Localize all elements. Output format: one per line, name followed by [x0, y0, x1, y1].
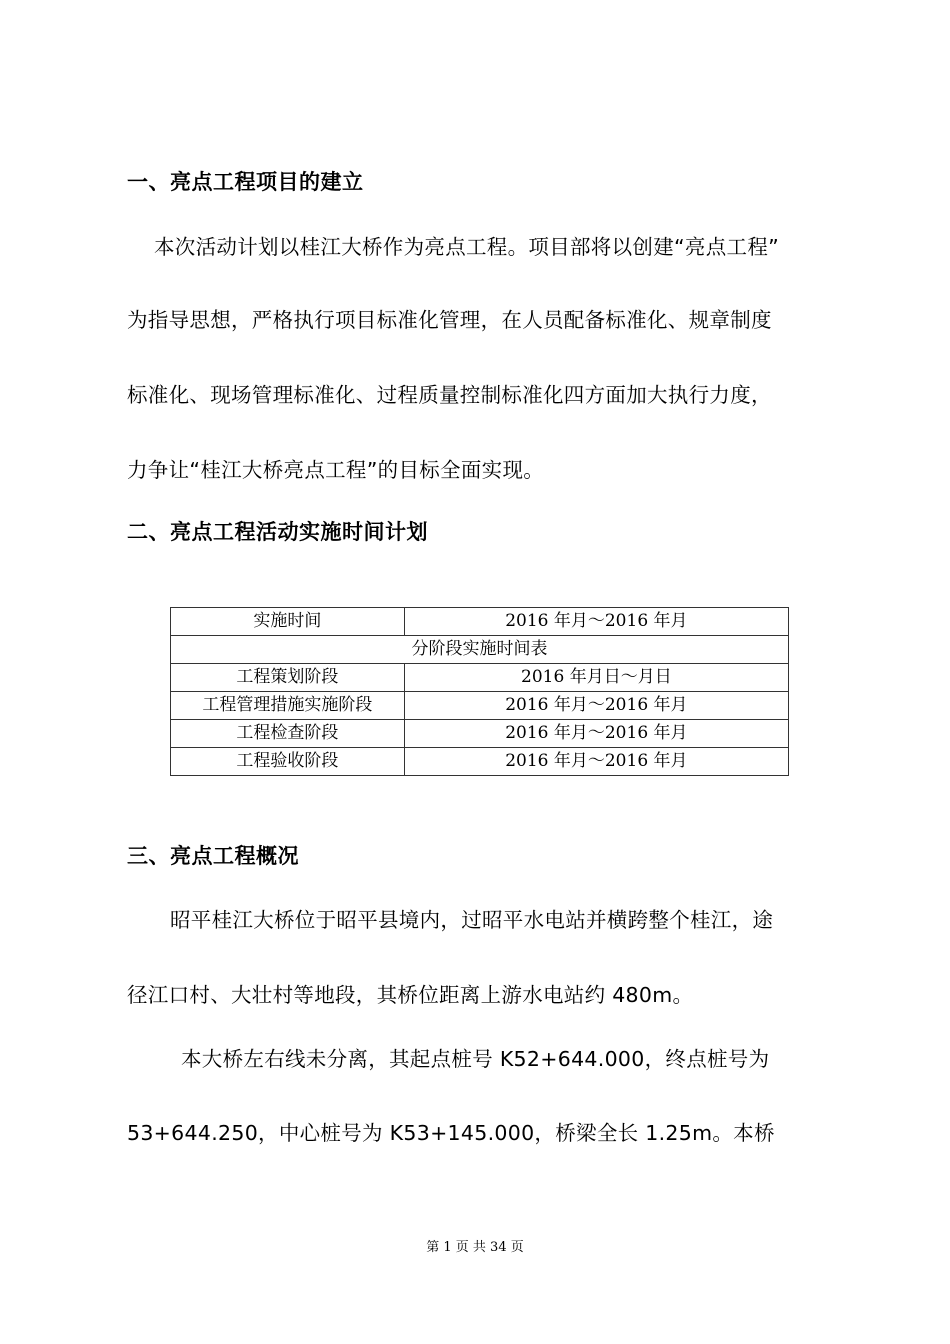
table-merged-cell: 分阶段实施时间表 — [171, 636, 789, 664]
table-cell: 2016 年月～2016 年月 — [404, 608, 788, 636]
table-row — [171, 720, 789, 748]
section-3-line-2: 径江口村、大壮村等地段，其桥位距离上游水电站约 480m。 — [127, 983, 694, 1007]
table-row — [171, 664, 789, 692]
table-row — [171, 748, 789, 776]
table-cell: 2016 年月～2016 年月 — [404, 748, 788, 776]
table-cell: 2016 年月～2016 年月 — [404, 720, 788, 748]
schedule-table — [170, 607, 789, 776]
section-3-heading: 三、亮点工程概况 — [127, 844, 299, 868]
section-1-heading: 一、亮点工程项目的建立 — [127, 170, 364, 194]
page-footer: 第 1 页 共 34 页 — [426, 1240, 524, 1255]
table-cell: 2016 年月～2016 年月 — [404, 692, 788, 720]
section-2-heading: 二、亮点工程活动实施时间计划 — [127, 520, 428, 544]
table-cell: 工程验收阶段 — [171, 748, 405, 776]
table-row — [171, 636, 789, 664]
section-1-line-2: 为指导思想，严格执行项目标准化管理，在人员配备标准化、规章制度 — [127, 308, 772, 332]
section-3-line-4: 53+644.250，中心桩号为 K53+145.000，桥梁全长 1.25m。本桥 — [127, 1121, 775, 1145]
table-cell: 工程管理措施实施阶段 — [171, 692, 405, 720]
section-1-line-1: 本次活动计划以桂江大桥作为亮点工程。项目部将以创建“亮点工程” — [154, 235, 780, 259]
section-3-line-3: 本大桥左右线未分离，其起点桩号 K52+644.000，终点桩号为 — [181, 1047, 770, 1071]
table-cell: 2016 年月日～月日 — [404, 664, 788, 692]
table-cell: 实施时间 — [171, 608, 405, 636]
table-row — [171, 692, 789, 720]
table-cell: 工程检查阶段 — [171, 720, 405, 748]
section-1-line-3: 标准化、现场管理标准化、过程质量控制标准化四方面加大执行力度， — [127, 383, 772, 407]
section-1-line-4: 力争让“桂江大桥亮点工程”的目标全面实现。 — [127, 458, 545, 482]
table-row — [171, 608, 789, 636]
table-cell: 工程策划阶段 — [171, 664, 405, 692]
section-3-line-1: 昭平桂江大桥位于昭平县境内，过昭平水电站并横跨整个桂江，途 — [170, 908, 774, 932]
